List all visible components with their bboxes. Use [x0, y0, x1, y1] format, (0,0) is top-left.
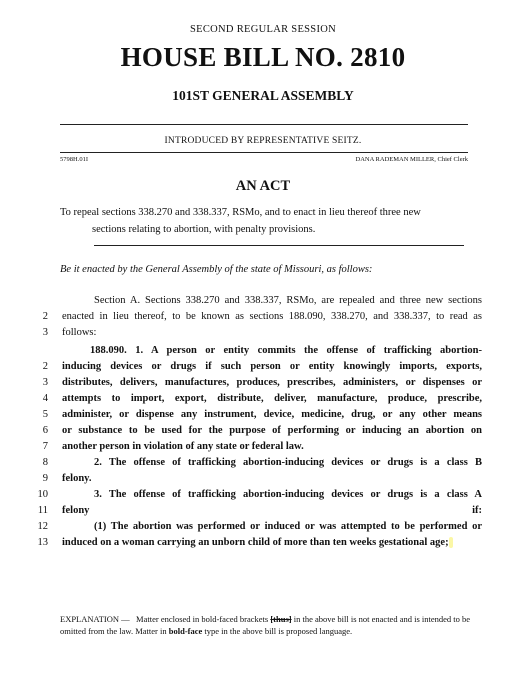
body-line: 3. The offense of trafficking abortion-inducing devices or drugs is a class A — [94, 489, 482, 500]
act-description-line: To repeal sections 338.270 and 338.337, RSMo, and to enact in lieu thereof three new — [60, 207, 421, 218]
body-line: inducing devices or drugs if such person or entity knowingly imports, exports, — [62, 361, 482, 372]
session-label: SECOND REGULAR SESSION — [189, 24, 337, 35]
line-number: 2 — [42, 361, 48, 372]
line-number: 3 — [42, 327, 48, 338]
body-line: distributes, delivers, manufactures, produces, prescribes, administers, or dispenses or — [62, 377, 482, 388]
body-line: 2. The offense of trafficking abortion-inducing devices or drugs is a class B — [94, 457, 482, 468]
body-line: follows: — [62, 327, 97, 338]
line-number: 7 — [42, 441, 48, 452]
body-line-text: induced on a woman carrying an unborn child of more than ten weeks gestational age; — [62, 537, 449, 548]
chief-clerk-text: DANA RADEMAN MILLER, Chief Clerk — [355, 156, 468, 163]
line-number: 6 — [42, 425, 48, 436]
explanation-text: Matter enclosed in bold-faced brackets — [136, 614, 269, 624]
bracket-example: [thus] — [270, 614, 292, 624]
divider — [60, 152, 468, 153]
explanation-prefix: EXPLANATION — — [60, 614, 130, 624]
body-line: (1) The abortion was performed or induced or was attempted to be performed or — [94, 521, 482, 532]
explanation-text: in the above bill is not enacted and is intended to be omitted from the law. Matter in — [60, 614, 471, 636]
line-number: 9 — [42, 473, 48, 484]
body-line: Section A. Sections 338.270 and 338.337, RSMo, are repealed and three new sections — [94, 295, 482, 306]
chief-clerk — [356, 156, 468, 163]
enacting-clause: Be it enacted by the General Assembly of the state of Missouri, as follows: — [60, 264, 373, 275]
body-line: another person in violation of any state or federal law. — [62, 441, 304, 452]
line-number: 12 — [37, 521, 48, 532]
act-description-line: sections relating to abortion, with penalty provisions. — [92, 224, 316, 235]
bold-face-example: bold-face — [168, 626, 203, 636]
line-number: 5 — [42, 409, 48, 420]
body-line: felony if: — [62, 505, 482, 516]
body-line: enacted in lieu thereof, to be known as sections 188.090, 338.270, and 338.337, to read as — [62, 311, 482, 322]
line-number: 10 — [37, 489, 48, 500]
divider — [94, 245, 464, 246]
line-number: 2 — [42, 311, 48, 322]
act-description — [60, 204, 480, 238]
line-number: 4 — [42, 393, 48, 404]
bill-title: HOUSE BILL NO. 2810 — [120, 42, 406, 72]
line-number: 13 — [37, 537, 48, 548]
line-number: 3 — [42, 377, 48, 388]
explanation-text: type in the above bill is proposed language. — [204, 626, 353, 636]
body-line: or substance to be used for the purpose of performing or inducing an abortion on — [62, 425, 482, 436]
assembly-label: 101ST GENERAL ASSEMBLY — [172, 88, 354, 103]
line-number: 11 — [37, 505, 48, 516]
body-line: administer, or dispense any instrument, device, medicine, drug, or any other means — [62, 409, 482, 420]
explanation-note — [60, 613, 480, 637]
body-line — [62, 535, 482, 551]
body-line: felony. — [62, 473, 92, 484]
line-number: 8 — [42, 457, 48, 468]
body-line: 188.090. 1. A person or entity commits the offense of trafficking abortion- — [90, 345, 482, 356]
divider — [60, 124, 468, 125]
body-line: attempts to import, export, distribute, deliver, manufacture, produce, prescribe, — [62, 393, 482, 404]
highlighted-text — [449, 537, 453, 548]
act-title: AN ACT — [235, 178, 291, 194]
bill-code: 5798H.01I — [60, 156, 88, 163]
introduced-by: INTRODUCED BY REPRESENTATIVE SEITZ. — [164, 136, 362, 146]
